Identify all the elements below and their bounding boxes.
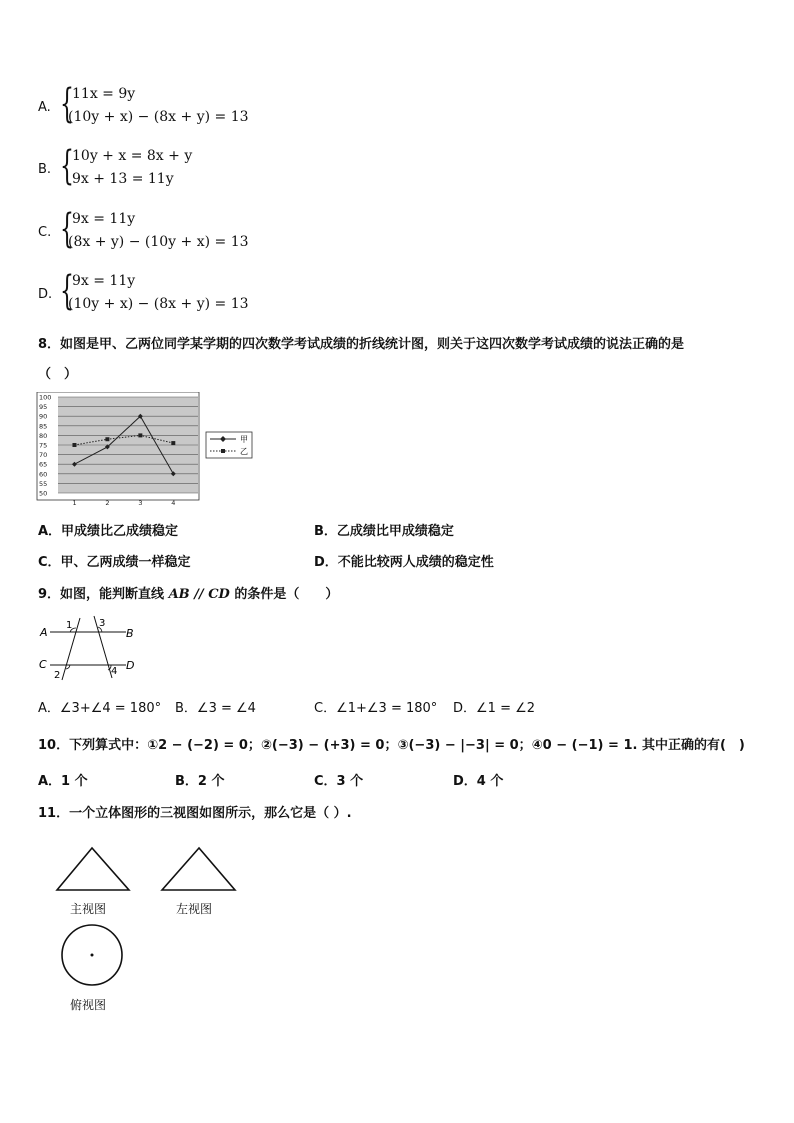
brace-icon: { xyxy=(60,81,74,127)
legend-label-jia: 甲 xyxy=(240,435,248,444)
chart-y-tick-label: 90 xyxy=(39,412,48,421)
top-view-center-dot xyxy=(91,954,94,957)
front-view-label: 主视图 xyxy=(70,902,107,916)
chart-point-square xyxy=(138,433,142,437)
q8-line-chart xyxy=(36,392,256,512)
left-view-triangle xyxy=(162,848,235,890)
chart-y-tick-label: 50 xyxy=(39,489,48,498)
chart-y-tick-label: 80 xyxy=(39,431,48,440)
chart-x-tick-label: 3 xyxy=(138,499,143,507)
q8-option-d: D．不能比较两人成绩的稳定性 xyxy=(314,555,494,570)
point-d-label: D xyxy=(126,659,135,672)
q10-option-b: B．2 个 xyxy=(175,774,225,789)
q10-option-d: D．4 个 xyxy=(453,774,504,789)
point-c-label: C xyxy=(39,658,47,671)
q7-option-letter: D. xyxy=(38,287,53,302)
chart-point-square xyxy=(171,441,175,445)
q8-paren: （ ） xyxy=(38,367,78,382)
q8-option-b: B．乙成绩比甲成绩稳定 xyxy=(314,524,454,539)
q8-option-c: C．甲、乙两成绩一样稳定 xyxy=(38,555,191,570)
legend-label-yi: 乙 xyxy=(240,447,248,456)
chart-y-tick-label: 75 xyxy=(39,441,48,450)
chart-y-tick-label: 70 xyxy=(39,451,48,460)
chart-x-tick-label: 1 xyxy=(72,499,77,507)
q9-option-b: B．∠3 = ∠4 xyxy=(175,701,256,716)
q7-equation-line1: 11x = 9y xyxy=(72,86,136,102)
chart-y-tick-label: 60 xyxy=(39,470,48,479)
angle-2-label: 2 xyxy=(54,670,61,681)
chart-y-tick-label: 85 xyxy=(39,422,48,431)
q9-stem xyxy=(38,583,338,602)
chart-point-square xyxy=(72,443,76,447)
top-view-label: 俯视图 xyxy=(70,998,107,1012)
q11-three-views xyxy=(50,840,250,1020)
q10-stem: 10．下列算式中：①2 − (−2) = 0；②(−3) − (+3) = 0；③(−3) − |−3| = 0；④0 − (−1) = 1. 其中正确的有( ) xyxy=(38,738,745,753)
q9-stem-post: 的条件是（ ） xyxy=(229,587,339,602)
q7-option-letter: B. xyxy=(38,162,52,177)
q11-stem: 11．一个立体图形的三视图如图所示，那么它是（ ）. xyxy=(38,806,352,821)
q9-option-d: D．∠1 = ∠2 xyxy=(453,701,536,716)
q8-stem: 8．如图是甲、乙两位同学某学期的四次数学考试成绩的折线统计图，则关于这四次数学考试成绩的说法正确的是 xyxy=(38,337,685,352)
q7-equation-line1: 9x = 11y xyxy=(72,273,136,289)
angle-1-label: 1 xyxy=(66,620,73,631)
chart-legend xyxy=(206,432,252,458)
q10-option-c: C．3 个 xyxy=(314,774,364,789)
q9-parallel-lines-diagram xyxy=(36,612,146,684)
point-a-label: A xyxy=(40,626,48,639)
chart-point-square xyxy=(105,437,109,441)
angle-4-label: 4 xyxy=(111,666,118,677)
q10-option-a: A．1 个 xyxy=(38,774,88,789)
q9-option-c: C．∠1+∠3 = 180° xyxy=(314,701,438,716)
q9-option-a: A．∠3+∠4 = 180° xyxy=(38,701,162,716)
q7-equation-line1: 10y + x = 8x + y xyxy=(72,148,193,164)
q7-equation-line2: (10y + x) − (8x + y) = 13 xyxy=(68,109,249,125)
chart-x-tick-label: 4 xyxy=(171,499,176,507)
legend-marker-yi xyxy=(221,449,225,453)
chart-y-tick-label: 55 xyxy=(39,479,48,488)
chart-y-tick-label: 65 xyxy=(39,460,48,469)
q7-option-letter: C. xyxy=(38,225,52,240)
q9-stem-pre: 9．如图，能判断直线 xyxy=(38,587,169,602)
front-view-triangle xyxy=(57,848,129,890)
chart-x-tick-label: 2 xyxy=(105,499,110,507)
brace-icon: { xyxy=(60,143,74,189)
q9-stem-math: AB // CD xyxy=(168,587,230,602)
q7-option-letter: A. xyxy=(38,100,51,115)
chart-y-tick-label: 95 xyxy=(39,403,48,412)
q7-equation-line2: (10y + x) − (8x + y) = 13 xyxy=(68,296,249,312)
point-b-label: B xyxy=(126,627,134,640)
q7-equation-line1: 9x = 11y xyxy=(72,211,136,227)
brace-icon: { xyxy=(60,206,74,252)
q7-equation-line2: 9x + 13 = 11y xyxy=(72,171,174,187)
q8-option-a: A．甲成绩比乙成绩稳定 xyxy=(38,524,179,539)
angle-3-label: 3 xyxy=(99,618,106,629)
q7-equation-line2: (8x + y) − (10y + x) = 13 xyxy=(68,234,249,250)
left-view-label: 左视图 xyxy=(176,902,213,916)
brace-icon: { xyxy=(60,268,74,314)
chart-y-tick-label: 100 xyxy=(39,393,52,402)
